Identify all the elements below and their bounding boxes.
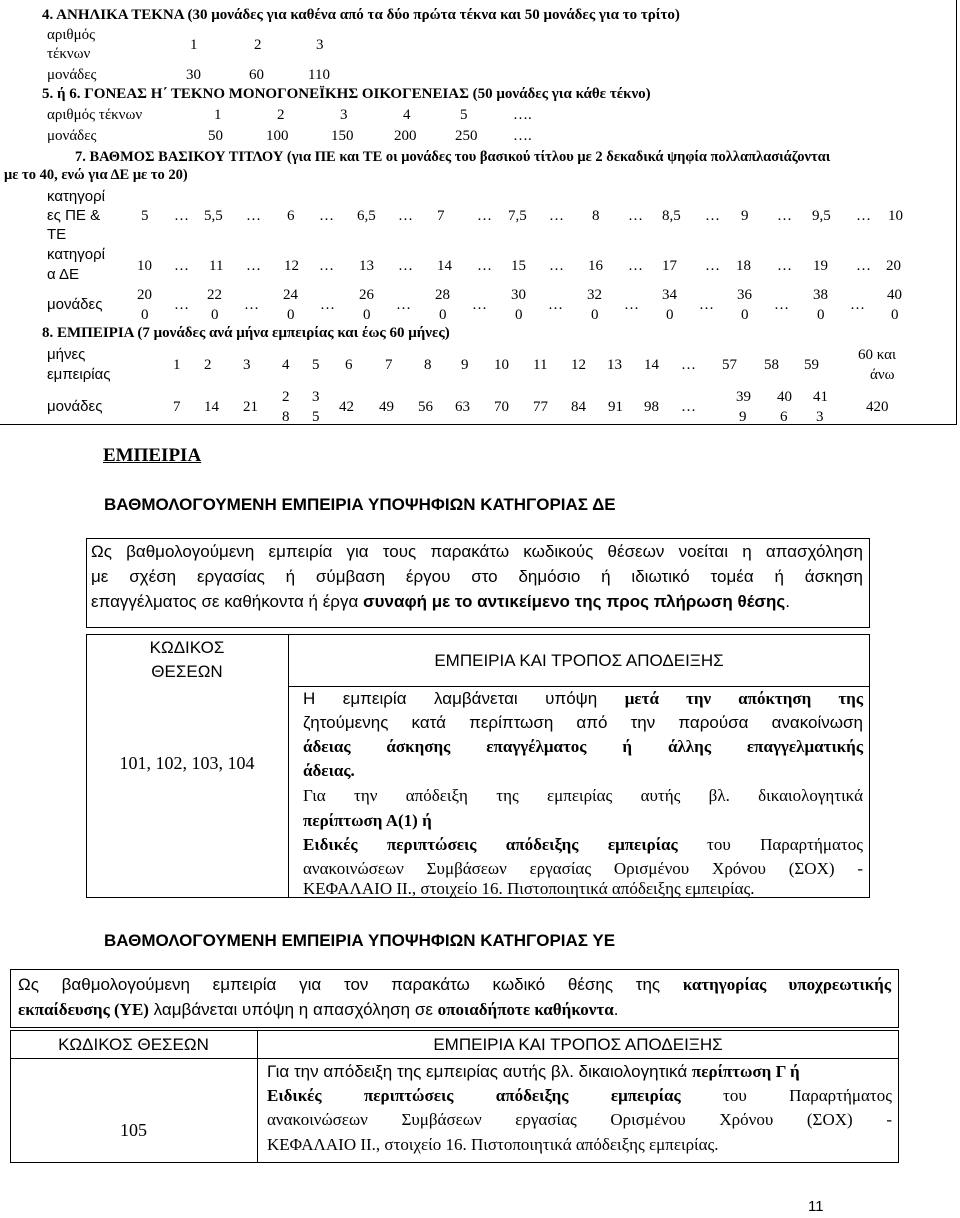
section-7-heading-cont: με το 40, ενώ για ΔΕ με το 20) xyxy=(4,167,188,183)
value-cell: 9 xyxy=(461,357,469,373)
value-cell: 28 xyxy=(435,287,450,303)
value-cell: … xyxy=(628,258,643,274)
value-cell: 59 xyxy=(804,357,819,373)
value-cell: 8 xyxy=(592,208,600,224)
value-cell: … xyxy=(681,357,696,373)
value-cell: … xyxy=(856,258,871,274)
value-cell: 20 xyxy=(886,258,901,274)
separator-dots: … xyxy=(320,297,335,313)
section-5-heading: 5. ή 6. ΓΟΝΕΑΣ Η΄ ΤΕΚΝΟ ΜΟΝΟΓΟΝΕΪΚΗΣ ΟΙΚΟΓΕΝΕΙΑΣ (50 μονάδες για κάθε τέκνο) xyxy=(42,86,651,102)
text-run: επαγγέλματος σε καθήκοντα ή έργα xyxy=(91,592,364,611)
value-cell: … xyxy=(174,208,189,224)
de-text-line-6: περίπτωση Α(1) ή xyxy=(303,811,432,830)
ye-text-line-1 xyxy=(267,1061,800,1083)
value-cell: 7 xyxy=(437,208,445,224)
value-cell: 8,5 xyxy=(662,208,681,224)
value-cell: 60 xyxy=(249,67,264,83)
experience-title: ΕΜΠΕΙΡΙΑ xyxy=(103,445,202,466)
value-cell: … xyxy=(856,208,871,224)
value-cell: 21 xyxy=(243,399,258,415)
value-cell: … xyxy=(705,208,720,224)
section-4-row1-label-b: τέκνων xyxy=(47,46,91,62)
value-cell: 41 xyxy=(813,389,828,405)
text-run-bold: Ειδικές περιπτώσεις απόδειξης εμπειρίας xyxy=(267,1086,681,1105)
value-cell: 15 xyxy=(511,258,526,274)
ye-text-line-4: ΚΕΦΑΛΑΙΟ ΙΙ., στοιχείο 16. Πιστοποιητικά απόδειξης εμπειρίας. xyxy=(267,1135,719,1154)
section-5-row1-label: αριθμός τέκνων xyxy=(47,107,143,123)
section-7-row3-label: μονάδες xyxy=(47,296,103,313)
value-cell: 9 xyxy=(739,409,747,425)
section-4-heading: 4. ΑΝΗΛΙΚΑ ΤΕΚΝΑ (30 μονάδες για καθένα από τα δύο πρώτα τέκνα και 50 μονάδες για το τρίτο) xyxy=(42,7,680,23)
separator-dots: … xyxy=(774,297,789,313)
separator-dots: … xyxy=(244,297,259,313)
value-cell: 10 xyxy=(888,208,903,224)
value-cell: 40 xyxy=(887,287,902,303)
text-run-bold: εκπαίδευσης (ΥΕ) xyxy=(18,1000,149,1019)
value-cell: 13 xyxy=(607,357,622,373)
value-cell: 39 xyxy=(736,389,751,405)
value-cell: 0 xyxy=(439,307,447,323)
de-table-header-divider xyxy=(288,686,870,687)
de-intro-line-3 xyxy=(91,591,790,613)
value-cell: 18 xyxy=(736,258,751,274)
value-cell: 5 xyxy=(312,357,320,373)
value-cell: 2 xyxy=(254,37,262,53)
value-cell: 0 xyxy=(363,307,371,323)
ye-text-line-2 xyxy=(267,1085,892,1107)
header-text: ΚΩΔΙΚΟΣ xyxy=(149,638,225,657)
value-cell: 1 xyxy=(173,357,181,373)
value-cell: 16 xyxy=(588,258,603,274)
separator-dots: … xyxy=(396,297,411,313)
value-cell: 0 xyxy=(287,307,295,323)
value-cell: … xyxy=(681,399,696,415)
value-cell: 8 xyxy=(424,357,432,373)
value-cell: 2 xyxy=(204,357,212,373)
value-cell: … xyxy=(319,208,334,224)
text-run: Ως βαθμολογούμενη εμπειρία για τον παρακάτω κωδικό θέσης της xyxy=(18,975,683,994)
value-cell: 0 xyxy=(141,307,149,323)
de-text-line-4: άδειας. xyxy=(303,761,355,780)
section-7-row1-label-c: ΤΕ xyxy=(47,226,67,243)
value-cell: 3 xyxy=(312,389,320,405)
section-8-row2-label: μονάδες xyxy=(47,398,103,415)
de-col2-header: ΕΜΠΕΙΡΙΑ ΚΑΙ ΤΡΟΠΟΣ ΑΠΟΔΕΙΞΗΣ xyxy=(434,651,724,670)
value-cell: … xyxy=(477,258,492,274)
de-text-line-9: ΚΕΦΑΛΑΙΟ ΙΙ., στοιχείο 16. Πιστοποιητικά απόδειξης εμπειρίας. xyxy=(303,879,755,898)
value-cell: 12 xyxy=(284,258,299,274)
value-cell: 19 xyxy=(813,258,828,274)
value-cell: 6,5 xyxy=(357,208,376,224)
value-cell: … xyxy=(246,208,261,224)
separator-dots: … xyxy=(624,297,639,313)
value-cell: 91 xyxy=(608,399,623,415)
text-run-bold: κατηγορίας υποχρεωτικής xyxy=(682,975,891,994)
value-cell: 3 xyxy=(340,107,348,123)
section-8-row1-label-b: εμπειρίας xyxy=(47,366,111,383)
separator-dots: … xyxy=(174,297,189,313)
value-cell: 1 xyxy=(214,107,222,123)
de-text-line-1 xyxy=(303,688,863,710)
value-cell: 42 xyxy=(339,399,354,415)
de-heading: ΒΑΘΜΟΛΟΓΟΥΜΕΝΗ ΕΜΠΕΙΡΙΑ ΥΠΟΨΗΦΙΩΝ ΚΑΤΗΓΟΡΙΑΣ ΔΕ xyxy=(104,495,616,514)
separator-dots: … xyxy=(472,297,487,313)
value-cell: 14 xyxy=(437,258,452,274)
value-cell: 11 xyxy=(533,357,548,373)
value-cell: 3 xyxy=(243,357,251,373)
value-cell: 7,5 xyxy=(508,208,527,224)
text-run: λαμβάνεται υπόψη η απασχόληση σε xyxy=(148,1000,438,1019)
text-run-bold: μετά την απόκτηση της xyxy=(624,689,863,708)
value-cell: 150 xyxy=(331,128,354,144)
value-cell: 14 xyxy=(204,399,219,415)
separator-dots: … xyxy=(548,297,563,313)
de-codes: 101, 102, 103, 104 xyxy=(119,753,255,773)
value-cell: 3 xyxy=(816,409,824,425)
value-cell: 2 xyxy=(282,389,290,405)
value-cell: 30 xyxy=(511,287,526,303)
text-run: του Παραρτήματος xyxy=(677,835,863,854)
value-cell: … xyxy=(398,208,413,224)
value-cell: 0 xyxy=(817,307,825,323)
value-cell: 50 xyxy=(208,128,223,144)
value-cell: 6 xyxy=(287,208,295,224)
section-7-row2-label: κατηγορί xyxy=(47,246,105,263)
de-table-col-divider xyxy=(288,634,289,898)
section-7-heading: 7. ΒΑΘΜΟΣ ΒΑΣΙΚΟΥ ΤΙΤΛΟΥ (για ΠΕ και ΤΕ οι μονάδες του βασικού τίτλου με 2 δεκαδικά ψηφία πολλαπλασιάζονται xyxy=(75,149,831,165)
value-cell: 0 xyxy=(666,307,674,323)
ye-text-line-3: ανακοινώσεων Συμβάσεων εργασίας Ορισμένου Χρόνου (ΣΟΧ) - xyxy=(267,1110,892,1129)
section-8-row1-last-b: άνω xyxy=(870,367,895,383)
text-run: . xyxy=(785,592,790,611)
text-run-bold: οποιαδήποτε καθήκοντα xyxy=(437,1000,614,1019)
value-cell: … xyxy=(777,258,792,274)
section-4-row1-label: αριθμός xyxy=(47,27,96,43)
de-text-line-2: ζητούμενης κατά περίπτωση από την παρούσα ανακοίνωση xyxy=(303,713,863,732)
value-cell: 56 xyxy=(418,399,433,415)
value-cell: 7 xyxy=(385,357,393,373)
section-5-row2-label: μονάδες xyxy=(47,128,97,144)
value-cell: … xyxy=(246,258,261,274)
value-cell: 77 xyxy=(533,399,548,415)
ye-col2-header: ΕΜΠΕΙΡΙΑ ΚΑΙ ΤΡΟΠΟΣ ΑΠΟΔΕΙΞΗΣ xyxy=(433,1035,723,1054)
value-cell: 32 xyxy=(587,287,602,303)
value-cell: 84 xyxy=(571,399,586,415)
section-8-row1-last: 60 και xyxy=(858,347,897,363)
value-cell: … xyxy=(398,258,413,274)
value-cell: 14 xyxy=(644,357,659,373)
value-cell: 5 xyxy=(312,409,320,425)
value-cell: 49 xyxy=(379,399,394,415)
value-cell: 38 xyxy=(813,287,828,303)
value-cell: 11 xyxy=(209,258,224,274)
de-text-line-5: Για την απόδειξη της εμπειρίας αυτής βλ. δικαιολογητικά xyxy=(303,786,863,805)
text-run: του Παραρτήματος xyxy=(680,1086,892,1105)
value-cell: 58 xyxy=(764,357,779,373)
value-cell: 70 xyxy=(494,399,509,415)
section-8-row2-last: 420 xyxy=(866,399,889,415)
value-cell: 3 xyxy=(316,37,324,53)
value-cell: … xyxy=(705,258,720,274)
value-cell: 0 xyxy=(591,307,599,323)
value-cell: 0 xyxy=(891,307,899,323)
text-run: Η εμπειρία λαμβάνεται υπόψη xyxy=(303,689,625,708)
ye-table-header-divider xyxy=(10,1058,899,1059)
value-cell: 30 xyxy=(186,67,201,83)
value-cell: 6 xyxy=(345,357,353,373)
value-cell: 57 xyxy=(722,357,737,373)
value-cell: … xyxy=(628,208,643,224)
value-cell: 5 xyxy=(141,208,149,224)
separator-dots: … xyxy=(699,297,714,313)
value-cell: 100 xyxy=(266,128,289,144)
value-cell: … xyxy=(777,208,792,224)
value-cell: …. xyxy=(513,128,532,144)
value-cell: 63 xyxy=(455,399,470,415)
value-cell: 7 xyxy=(173,399,181,415)
value-cell: 5,5 xyxy=(204,208,223,224)
value-cell: 2 xyxy=(277,107,285,123)
value-cell: 34 xyxy=(662,287,677,303)
value-cell: 110 xyxy=(308,67,330,83)
value-cell: 10 xyxy=(137,258,152,274)
value-cell: 0 xyxy=(741,307,749,323)
value-cell: 10 xyxy=(494,357,509,373)
value-cell: 5 xyxy=(460,107,468,123)
value-cell: 9 xyxy=(741,208,749,224)
de-col1-header xyxy=(86,636,288,684)
de-intro-line-2: με σχέση εργασίας ή σύμβαση έργου στο δημόσιο ή ιδιωτικό τομέα ή άσκηση xyxy=(91,567,863,586)
de-text-line-8: ανακοινώσεων Συμβάσεων εργασίας Ορισμένου Χρόνου (ΣΟΧ) - xyxy=(303,859,863,878)
value-cell: 13 xyxy=(359,258,374,274)
header-text: ΘΕΣΕΩΝ xyxy=(151,662,223,681)
text-run-bold: συναφή με το αντικείμενο της προς πλήρωση θέσης xyxy=(363,592,786,611)
section-4-row2-label: μονάδες xyxy=(47,67,97,83)
value-cell: … xyxy=(549,258,564,274)
value-cell: 22 xyxy=(207,287,222,303)
value-cell: 250 xyxy=(455,128,478,144)
ye-intro-line-2 xyxy=(18,999,618,1021)
section-7-row1-label-b: ες ΠΕ & xyxy=(47,207,101,224)
ye-heading: ΒΑΘΜΟΛΟΓΟΥΜΕΝΗ ΕΜΠΕΙΡΙΑ ΥΠΟΨΗΦΙΩΝ ΚΑΤΗΓΟΡΙΑΣ ΥΕ xyxy=(104,931,616,950)
value-cell: … xyxy=(549,208,564,224)
section-7-row1-label: κατηγορί xyxy=(47,188,105,205)
ye-code: 105 xyxy=(120,1120,147,1140)
value-cell: …. xyxy=(513,107,532,123)
section-8-heading: 8. ΕΜΠΕΙΡΙΑ (7 μονάδες ανά μήνα εμπειρίας και έως 60 μήνες) xyxy=(42,325,450,341)
value-cell: 40 xyxy=(777,389,792,405)
value-cell: … xyxy=(477,208,492,224)
text-run: Για την απόδειξη της εμπειρίας αυτής βλ. δικαιολογητικά xyxy=(267,1062,692,1081)
text-run-bold: Ειδικές περιπτώσεις απόδειξης εμπειρίας xyxy=(303,835,678,854)
value-cell: 0 xyxy=(515,307,523,323)
value-cell: 9,5 xyxy=(812,208,831,224)
section-7-row2-label-b: α ΔΕ xyxy=(47,266,80,283)
ye-intro-line-1 xyxy=(18,974,891,996)
value-cell: 1 xyxy=(190,37,198,53)
value-cell: … xyxy=(319,258,334,274)
value-cell: 17 xyxy=(662,258,677,274)
value-cell: 4 xyxy=(282,357,290,373)
value-cell: 36 xyxy=(737,287,752,303)
value-cell: 20 xyxy=(137,287,152,303)
value-cell: 26 xyxy=(359,287,374,303)
value-cell: 12 xyxy=(571,357,586,373)
text-run: . xyxy=(613,1000,619,1019)
de-text-line-3: άδειας άσκησης επαγγέλματος ή άλλης επαγγελματικής xyxy=(303,737,863,756)
de-text-line-7 xyxy=(303,834,863,856)
value-cell: 4 xyxy=(403,107,411,123)
separator-dots: … xyxy=(850,297,865,313)
section-8-row1-label: μήνες xyxy=(47,346,86,363)
value-cell: … xyxy=(174,258,189,274)
value-cell: 24 xyxy=(283,287,298,303)
page-number: 11 xyxy=(808,1198,824,1215)
ye-col1-header: ΚΩΔΙΚΟΣ ΘΕΣΕΩΝ xyxy=(58,1035,209,1054)
value-cell: 6 xyxy=(780,409,788,425)
text-run-bold: περίπτωση Γ ή xyxy=(691,1062,800,1081)
value-cell: 200 xyxy=(394,128,417,144)
de-intro-line-1: Ως βαθμολογούμενη εμπειρία για τους παρακάτω κωδικούς θέσεων νοείται η απασχόληση xyxy=(91,542,863,561)
value-cell: 0 xyxy=(211,307,219,323)
value-cell: 98 xyxy=(644,399,659,415)
value-cell: 8 xyxy=(282,409,290,425)
